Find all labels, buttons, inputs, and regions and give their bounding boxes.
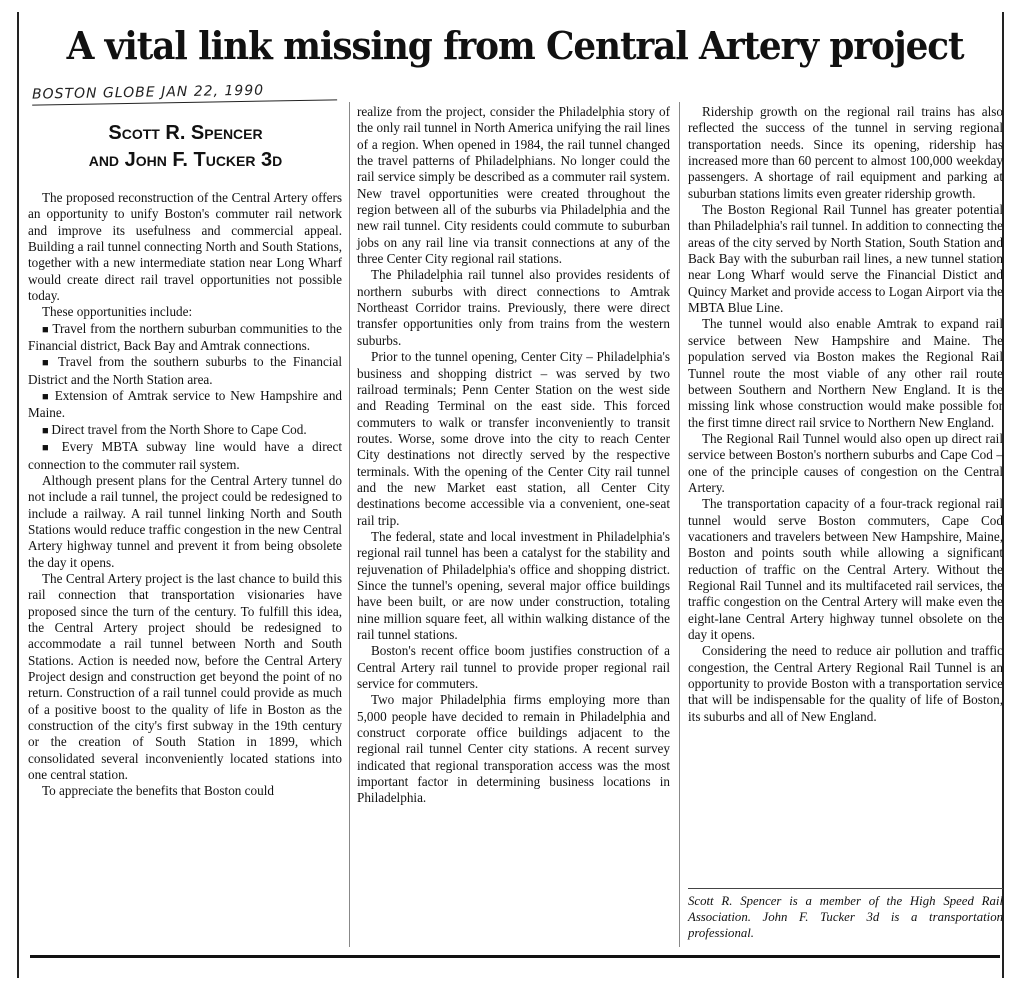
bullet-item: ■ Travel from the northern suburban communities to the Financial district, Back Bay and Amtrak connections.: [28, 321, 342, 355]
byline: [28, 120, 343, 174]
article-column-1: [28, 190, 342, 800]
paragraph: Two major Philadelphia firms employing more than 5,000 people have decided to remain in Philadelphia and construct corporate office buildings adjacent to the regional rail tunnel Center city stations. A recent survey indicated that regional transporation access was the most important factor in determining business locations in Philadelphia.: [357, 692, 670, 806]
bullet-item: ■ Direct travel from the North Shore to Cape Cod.: [28, 422, 342, 439]
paragraph: Considering the need to reduce air pollution and traffic congestion, the Central Artery Regional Rail Tunnel is an opportunity to provide Boston with a transportation service that will be indispensable for the quality of life of Boston, its suburbs and all of New England.: [688, 643, 1003, 724]
paragraph: Prior to the tunnel opening, Center City – Philadelphia's business and shopping district – was served by two railroad terminals; Penn Center Station on the west side and Reading Terminal on the east side. This forced commuters to walk or transfer inconveniently to transit routes. Worse, some drove into the city to reach Center City destinations not directly served by the respective terminals. With the opening of the Center City rail tunnel and the new Market east station, all Center City destinations become accessible via a convenient, one-seat rail trip.: [357, 349, 670, 528]
paragraph: The Philadelphia rail tunnel also provides residents of northern suburbs with direct connections to Amtrak Northeast Corridor trains. Previously, there were direct transfer opportunities only from trains from the western suburbs.: [357, 267, 670, 348]
column-divider: [349, 102, 350, 947]
author-tagline: Scott R. Spencer is a member of the High Speed Rail Association. John F. Tucker 3d is a transportation professional.: [688, 894, 1003, 940]
tagline-divider: [688, 888, 1003, 889]
paragraph: The proposed reconstruction of the Central Artery offers an opportunity to unify Boston's commuter rail network and improve its usefulness and commercial appeal. Building a rail tunnel connecting North and South Stations, together with a new intermediate station near Long Wharf would create direct rail travel opportunities not possible today.: [28, 190, 342, 304]
bullet-item: ■ Travel from the southern suburbs to the Financial District and the North Station area.: [28, 354, 342, 388]
handwritten-source-note: BOSTON GLOBE JAN 22, 1990: [32, 81, 337, 105]
paragraph: Although present plans for the Central Artery tunnel do not include a rail tunnel, the project could be redesigned to include a railway. A rail tunnel linking North and South Stations would reduce traffic congestion in the new Central Artery highway tunnel and prevent it from being obsolete the day it opens.: [28, 472, 342, 570]
column-divider: [679, 102, 680, 947]
article-column-2: [357, 104, 670, 807]
paragraph: These opportunities include:: [42, 304, 193, 320]
paragraph: realize from the project, consider the Philadelphia story of the only rail tunnel in North America unifying the rail lines of a region. When opened in 1984, the rail tunnel changed the travel patterns of Philadelphians. No longer could the rail service simply be described as a commuter rail system. New travel opportunities were created throughout the region between all of the suburbs via Philadelphia and the new rail tunnel. City residents could commute to suburban jobs on any rail line via transit connections at any of the three Center City regional rail stations.: [357, 104, 670, 267]
bullet-item: ■ Extension of Amtrak service to New Hampshire and Maine.: [28, 388, 342, 422]
paragraph: The federal, state and local investment in Philadelphia's regional rail tunnel has been a catalyst for the stability and rejuvenation of Philadelphia's office and shopping district. Since the tunnel's opening, several major office buildings have been built, or are now under construction, totaling nine million square feet, all within walking distance of the rail tunnel stations.: [357, 528, 670, 642]
paragraph: The transportation capacity of a four-track regional rail tunnel would serve Boston commuters, Cape Cod vacationers and travelers between New Hampshire, Maine, Boston and points south while allowing a significant reduction of traffic on the Central Artery. Without the Regional Rail Tunnel and its multifaceted rail services, the traffic congestion on the Central Artery will make even the eight-lane Central Artery highway tunnel obsolete on the day it opens.: [688, 496, 1003, 642]
paragraph: To appreciate the benefits that Boston could: [42, 783, 274, 799]
bullet-item: ■ Every MBTA subway line would have a direct connection to the commuter rail system.: [28, 439, 342, 473]
paragraph: Boston's recent office boom justifies construction of a Central Artery rail tunnel to provide proper regional rail service for commuters.: [357, 643, 670, 692]
byline-line-1: Scott R. Spencer: [108, 122, 263, 144]
paragraph: The Boston Regional Rail Tunnel has greater potential than Philadelphia's rail tunnel. In addition to connecting the areas of the city served by North Station, South Station and Back Bay with the suburban rail lines, a new tunnel station near Long Wharf would serve the Financial Distict and Quincy Market and provide access to Logan Airport via the MBTA Blue Line.: [688, 202, 1003, 316]
paragraph: Ridership growth on the regional rail trains has also reflected the success of the tunnel in serving regional transportation needs. Since its opening, ridership has increased more than 60 percent to almost 100,000 weekday passengers. A shortage of rail equipment and parking at suburban stations limits even greater ridership growth.: [688, 104, 1003, 201]
paragraph: The Regional Rail Tunnel would also open up direct rail service between Boston's northern suburbs and Cape Cod – one of the principle causes of congestion on the Central Artery.: [688, 430, 1003, 495]
paragraph: The Central Artery project is the last chance to build this rail connection that transportation visionaries have proposed since the turn of the century. To fulfill this idea, the Central Artery project should be redesigned to accommodate a rail tunnel between North and South Stations. Action is needed now, before the Central Artery Project design and construction get beyond the point of no return. Construction of a rail tunnel could provide as much of a positive boost to the quality of life in Boston as the construction of the city's first subway in the 19th century or the creation of South Station in 1899, which consolidated several inconveniently located stations into one central station.: [28, 570, 342, 783]
bottom-rule: [30, 955, 1000, 958]
article-column-3: [688, 104, 1003, 725]
byline-line-2: and John F. Tucker 3d: [88, 149, 283, 171]
headline: A vital link missing from Central Artery project: [66, 24, 964, 69]
paragraph: The tunnel would also enable Amtrak to expand rail service between New Hampshire and Maine. The population served via Boston makes the Regional Rail Tunnel route the most viable of any other rail route between Southern and Northern New England. It is the missing link whose construction would make possible for the first timne direct rail srvice to Northern New England.: [688, 316, 1003, 430]
